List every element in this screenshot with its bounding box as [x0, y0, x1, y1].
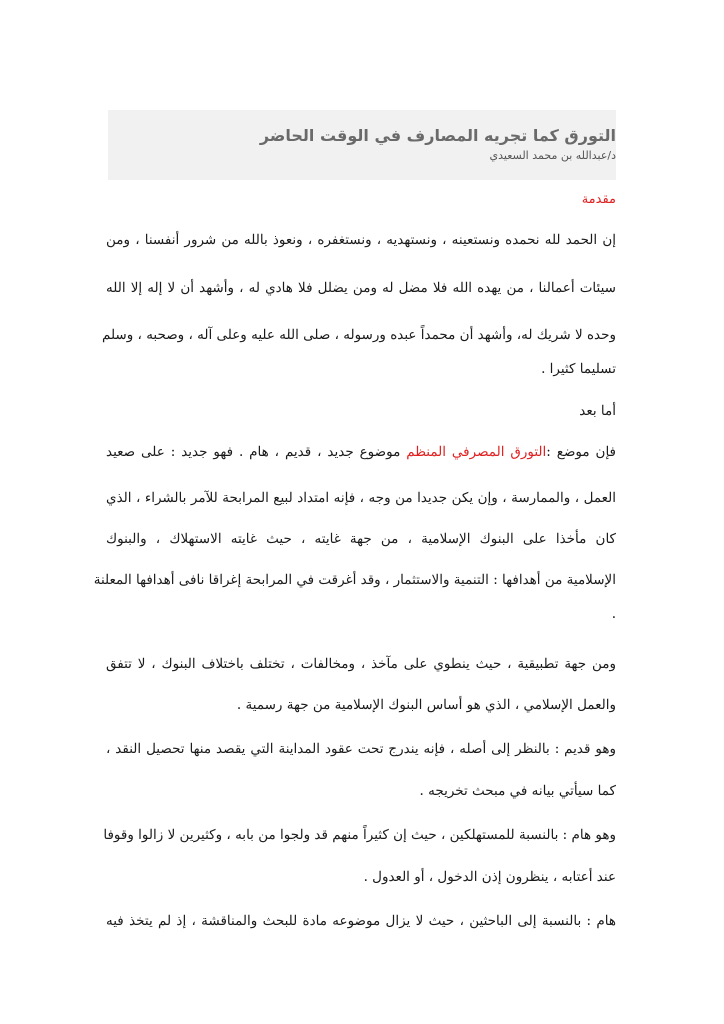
paragraph-line: هام : بالنسبة إلى الباحثين ، حيث لا يزال موضوعه مادة للبحث والمناقشة ، إذ لم يتخذ فيه: [106, 913, 616, 929]
document-author: د/عبدالله بن محمد السعيدي: [489, 149, 616, 162]
paragraph-line: كان مأخذا على البنوك الإسلامية ، من جهة غايته ، حيث غايته الاستهلاك ، والبنوك: [106, 531, 616, 547]
paragraph-line: وهو قديم : بالنظر إلى أصله ، فإنه يندرج تحت عقود المداينة التي يقصد منها تحصيل النقد ،: [106, 741, 616, 757]
paragraph-line: وهو هام : بالنسبة للمستهلكين ، حيث إن كثيراً منهم قد ولجوا من بابه ، وكثيرين لا زالوا وقوفا: [103, 827, 616, 843]
paragraph-line: وحده لا شريك له، وأشهد أن محمداً عبده ورسوله ، صلى الله عليه وعلى آله ، وصحبه ، وسلم: [101, 327, 616, 343]
paragraph-line: [106, 444, 616, 460]
line-text: موضوع جديد ، قديم ، هام . فهو جديد : على صعيد: [106, 444, 407, 460]
paragraph-line: ومن جهة تطبيقية ، حيث ينطوي على مآخذ ، ومخالفات ، تختلف باختلاف البنوك ، لا تتفق: [106, 656, 616, 672]
paragraph-line: أما بعد: [579, 403, 616, 419]
section-heading-intro: مقدمة: [581, 192, 616, 207]
paragraph-line: سيئات أعمالنا ، من يهده الله فلا مضل له ومن يضلل فلا هادي له ، وأشهد أن لا إله إلا الله: [106, 280, 616, 296]
line-text: فإن موضع :: [546, 444, 617, 460]
paragraph-line: كما سيأتي بيانه في مبحث تخريجه .: [419, 783, 616, 799]
paragraph-line: الإسلامية من أهدافها : التنمية والاستثمار ، وقد أغرقت في المرابحة إغراقا نافى أهدافها المعلنة: [93, 572, 616, 588]
paragraph-line: العمل ، والممارسة ، وإن يكن جديدا من وجه ، فإنه امتداد لبيع المرابحة للآمر بالشراء ، الذي: [106, 490, 616, 506]
highlighted-term: التورق المصرفي المنظم: [406, 444, 547, 460]
paragraph-line: إن الحمد لله نحمده ونستعينه ، ونستهديه ، ونستغفره ، ونعوذ بالله من شرور أنفسنا ، ومن: [106, 232, 616, 248]
paragraph-line: .: [611, 606, 616, 622]
document-title: التورق كما تجريه المصارف في الوقت الحاضر: [259, 126, 616, 145]
title-band: [108, 110, 616, 180]
paragraph-line: عند أعتابه ، ينظرون إذن الدخول ، أو العدول .: [363, 869, 616, 885]
paragraph-line: تسليما كثيرا .: [541, 361, 616, 377]
paragraph-line: والعمل الإسلامي ، الذي هو أساس البنوك الإسلامية من جهة رسمية .: [236, 697, 616, 713]
